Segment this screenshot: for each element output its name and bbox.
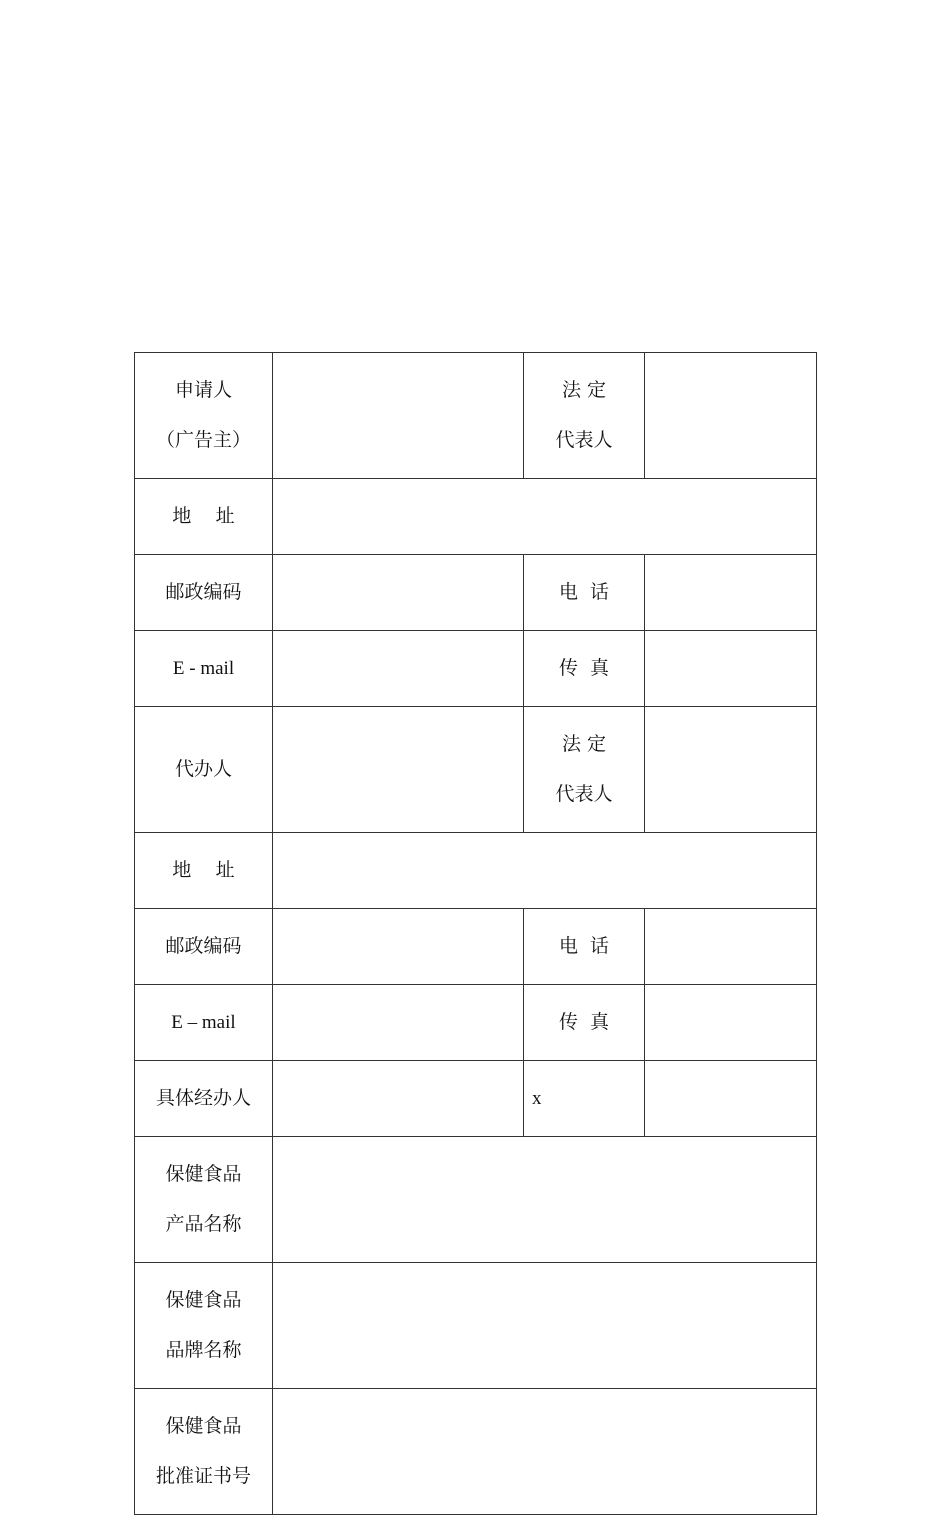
form-row-agent-email bbox=[135, 985, 817, 1061]
approval-number-label-line2: 批准证书号 bbox=[155, 1465, 251, 1487]
phone-field[interactable] bbox=[645, 555, 817, 631]
form-row-agent-postcode bbox=[135, 909, 817, 985]
applicant-field[interactable] bbox=[273, 353, 524, 479]
agent-address-label-text: 地 址 bbox=[172, 859, 235, 881]
legal-representative-field[interactable] bbox=[645, 353, 817, 479]
agent-legal-representative-label-line2: 代表人 bbox=[555, 783, 613, 805]
form-row-agent-address bbox=[135, 833, 817, 909]
handler-label-text: 具体经办人 bbox=[155, 1087, 251, 1109]
form-row-handler bbox=[135, 1061, 817, 1137]
agent-legal-representative-field[interactable] bbox=[645, 707, 817, 833]
legal-representative-label-line2: 代表人 bbox=[555, 429, 613, 451]
approval-number-field[interactable] bbox=[273, 1389, 817, 1515]
product-name-field[interactable] bbox=[273, 1137, 817, 1263]
agent-address-field[interactable] bbox=[273, 833, 817, 909]
product-name-label-line1: 保健食品 bbox=[165, 1163, 242, 1185]
form-row-agent bbox=[135, 707, 817, 833]
agent-postcode-label-text: 邮政编码 bbox=[165, 935, 242, 957]
form-row-address bbox=[135, 479, 817, 555]
postcode-label-text: 邮政编码 bbox=[165, 581, 242, 603]
form-row-product-name bbox=[135, 1137, 817, 1263]
address-label-text: 地 址 bbox=[172, 505, 235, 527]
agent-email-label-text: E – mail bbox=[171, 1012, 236, 1033]
postcode-label bbox=[135, 555, 273, 631]
agent-legal-representative-label-line1: 法 定 bbox=[561, 733, 607, 755]
postcode-field[interactable] bbox=[273, 555, 524, 631]
approval-number-label-line1: 保健食品 bbox=[165, 1415, 242, 1437]
handler-field[interactable] bbox=[273, 1061, 524, 1137]
phone-label-text: 电 话 bbox=[558, 581, 610, 603]
fax-label bbox=[524, 631, 645, 707]
legal-representative-label bbox=[524, 353, 645, 479]
agent-label-text: 代办人 bbox=[174, 758, 232, 780]
agent-fax-field[interactable] bbox=[645, 985, 817, 1061]
form-row-brand-name bbox=[135, 1263, 817, 1389]
agent-postcode-field[interactable] bbox=[273, 909, 524, 985]
product-name-label bbox=[135, 1137, 273, 1263]
agent-phone-label-text: 电 话 bbox=[558, 935, 610, 957]
brand-name-label-line1: 保健食品 bbox=[165, 1289, 242, 1311]
handler-secondary-field[interactable] bbox=[645, 1061, 817, 1137]
approval-number-label bbox=[135, 1389, 273, 1515]
agent-label bbox=[135, 707, 273, 833]
handler-label bbox=[135, 1061, 273, 1137]
handler-secondary-label-text: x bbox=[532, 1088, 542, 1109]
form-row-applicant bbox=[135, 353, 817, 479]
agent-legal-representative-label bbox=[524, 707, 645, 833]
fax-label-text: 传 真 bbox=[558, 657, 610, 679]
address-field[interactable] bbox=[273, 479, 817, 555]
product-name-label-line2: 产品名称 bbox=[165, 1213, 242, 1235]
phone-label bbox=[524, 555, 645, 631]
form-row-postcode bbox=[135, 555, 817, 631]
agent-field[interactable] bbox=[273, 707, 524, 833]
agent-fax-label bbox=[524, 985, 645, 1061]
brand-name-label-line2: 品牌名称 bbox=[165, 1339, 242, 1361]
email-field[interactable] bbox=[273, 631, 524, 707]
legal-representative-label-line1: 法 定 bbox=[561, 379, 607, 401]
brand-name-field[interactable] bbox=[273, 1263, 817, 1389]
form-row-email bbox=[135, 631, 817, 707]
handler-secondary-label bbox=[524, 1061, 645, 1137]
agent-fax-label-text: 传 真 bbox=[558, 1011, 610, 1033]
applicant-label bbox=[135, 353, 273, 479]
address-label bbox=[135, 479, 273, 555]
agent-postcode-label bbox=[135, 909, 273, 985]
form-row-approval-number bbox=[135, 1389, 817, 1515]
agent-address-label bbox=[135, 833, 273, 909]
applicant-label-line2: （广告主） bbox=[155, 429, 251, 451]
agent-email-field[interactable] bbox=[273, 985, 524, 1061]
agent-phone-field[interactable] bbox=[645, 909, 817, 985]
email-label bbox=[135, 631, 273, 707]
email-label-text: E - mail bbox=[172, 658, 235, 679]
agent-phone-label bbox=[524, 909, 645, 985]
fax-field[interactable] bbox=[645, 631, 817, 707]
agent-email-label bbox=[135, 985, 273, 1061]
brand-name-label bbox=[135, 1263, 273, 1389]
applicant-label-line1: 申请人 bbox=[174, 379, 232, 401]
application-form-table bbox=[134, 352, 817, 1515]
